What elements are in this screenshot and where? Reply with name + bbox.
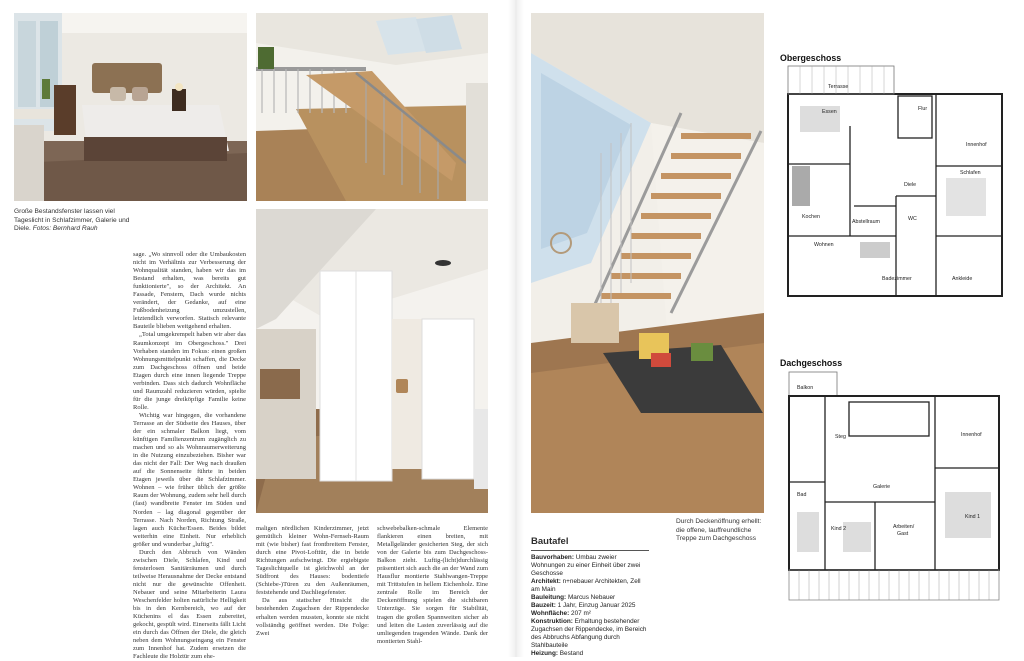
article-paragraph: Da aus statischer Hinsicht die bestehenden Zugachsen der Rippendecke erhalten werden mussten, konnte sie nicht vollständig geöffnet werden. Die Folge: Zwei <box>256 597 369 637</box>
label-bad: Bad <box>797 492 807 498</box>
bautafel-box <box>531 536 649 658</box>
article-column-3 <box>377 525 488 649</box>
label-terrasse: Terrasse <box>828 84 849 90</box>
gallery-photo <box>256 13 488 201</box>
bedroom-caption-text: Große Bestandsfenster lassen viel Tageslicht in Schlafzimmer, Galerie und Diele. <box>14 208 130 233</box>
bautafel-row: Bauvorhaben: Umbau zweier Wohnungen zu einer Einheit über zwei Geschosse <box>531 554 641 577</box>
label-schlafen: Schlafen <box>960 170 981 176</box>
label-abstellraum: Abstellraum <box>852 219 880 225</box>
label-ankleide: Ankleide <box>952 276 973 282</box>
staircase-caption: Durch Deckenöffnung erhellt: die offene, lauffreundliche Treppe zum Dachgeschoss <box>676 518 762 543</box>
bedroom-caption <box>14 208 132 234</box>
label-flur: Flur <box>918 106 928 112</box>
bedroom-photo <box>14 13 247 201</box>
label-balkon: Balkon <box>797 385 814 391</box>
label-innenhof: Innenhof <box>966 142 987 148</box>
floor-plan-og <box>780 66 1004 298</box>
label-wohnen: Wohnen <box>814 242 834 248</box>
plan-title-og: Obergeschoss <box>780 53 842 63</box>
label-kochen: Kochen <box>802 214 820 220</box>
photo-credit: Fotos: Bernhard Rauh <box>32 225 98 233</box>
plan-title-dg: Dachgeschoss <box>780 358 843 368</box>
bautafel-title: Bautafel <box>531 536 649 551</box>
article-paragraph: maligen nördlichen Kinderzimmer, jetzt gemütlich kleiner Wohn-Fernseh-Raum mit (wie bisher) fast frontbreitem Fenster, durch eine Pivot-Lofttür, die in beide Richtungen aufschwingt. Die ergiebigste Tageslichtquelle ist gleichwohl an der Südfront des Hauses: bodentiefe (Schiebe-)Türen zu den Außenräumen, feststehende und Dachliegefenster. <box>256 525 369 597</box>
article-paragraph: „Total umgekrempelt haben wir aber das Raumkonzept im Obergeschoss." Drei Vorhaben standen im Fokus: einen großen Wohnungsmittelpunkt schaffen, die Decke zum Dachgeschoss öffnen und beide Etagen durch eine innen liegende Treppe verbinden. Dass sich dadurch Wohnfläche und Raumzahl reduzieren würden, spielte für die junge dreiköpfige Familie keine Rolle. <box>133 331 246 411</box>
label-arbeiten: Arbeiten/ <box>893 524 915 530</box>
bautafel-row: Architekt: n+nebauer Architekten, Zell am Main <box>531 578 641 593</box>
label-kind2: Kind 2 <box>831 526 847 532</box>
bautafel-row: Bauzeit: 1 Jahr, Einzug Januar 2025 <box>531 602 636 609</box>
article-paragraph: sage. „Wo sinnvoll oder die Umbaukosten nicht im Verhältnis zur Verbesserung der Wohnqualität standen, haben wir das im Bestand erhalten, was bereits gut funktionierte", so der Architekt. An Fassade, Fenstern, Dach wurde nichts verändert, der Gedanke, auf eine Fußbodenheizung umzustellen, letztendlich verworfen. Statisch relevante Bauteile blieben weitgehend erhalten. <box>133 251 246 331</box>
staircase-photo <box>531 13 764 513</box>
label-wc: WC <box>908 216 917 222</box>
label-essen: Essen <box>822 109 837 115</box>
article-paragraph: Durch den Abbruch von Wänden zwischen Diele, Schlafen, Kind und fensterlosen Sanitärräumen und durch teilweise Herausnahme der Decke entstand nicht nur die gewünschte Offenheit. Nebauer und seine Mitarbeiterin Laura Weschenfelder holten natürliche Helligkeit bis in den Kernbereich, wo auf der Küchenins el das Essen zubereitet, gekocht, gespült wird. Einerseits fällt Licht ein durch das Öffnen der Diele, die gleich neben dem Wohnungseingang ein Fenster zum Innenhof hat. Zudem ersetzen die Fachleute die Holztür zum ehe- <box>133 548 246 661</box>
bautafel-row: Bauleitung: Marcus Nebauer <box>531 594 616 601</box>
article-paragraph: Wichtig war hingegen, die vorhandene Terrasse an der Südseite des Hauses, über der ein schmaler Balkon liegt, vom künftigen Familienzentrum zugänglich zu machen und so als Wohnraumerweiterung in die Nutzung einzubeziehen. Bisher war das nicht der Fall: Der Weg nach draußen auf die Sonnenseite führte in beiden Etagen jeweils über die Schlafzimmer. Wohnen – wie früher üblich der größte Raum der Wohnung, zudem sehr hell durch (fast) wandbreite Fenster im Süden und Norden – lag diagonal gegenüber der Terrasse. Nach Norden, Richtung Straße, lagen auch Küche/Essen. Beides bildet weiterhin eine Einheit. Nur erheblich größer und wunderbar „luftig". <box>133 411 246 548</box>
article-column-2 <box>256 525 369 649</box>
article-column-1 <box>133 251 246 661</box>
label-gast: Gast <box>897 531 909 537</box>
bautafel-row: Wohnfläche: 207 m² <box>531 610 591 617</box>
floor-plan-dg <box>785 372 1007 604</box>
bautafel-row: Heizung: Bestand <box>531 650 584 657</box>
label-innenhof-dg: Innenhof <box>961 432 982 438</box>
label-galerie: Galerie <box>873 484 891 490</box>
label-kind1: Kind 1 <box>965 514 981 520</box>
page-gutter <box>508 0 524 657</box>
hallway-photo <box>256 209 488 513</box>
article-paragraph: schwebebalken-schmale Elemente flankieren einen breiten, mit Metallgeländer gesicherten Steg, der sich von der Galerie bis zum Dachgeschoss-Balkon zieht. Luftig-(licht)durchlässig präsentiert sich auch die an der Wand zum Hausflur montierte Stahlwangen-Treppe mit Trittstufen in hellem Eichenholz. Eine zentrale Rolle im Bereich der Deckenöffnung spielen die sichtbaren Unterzüge. Sie sorgen für Stabilität, tragen die großen Spannweiten sicher ab und leiten die Lasten zuverlässig auf die umliegenden tragenden Wände. Dank der montierten Stahl- <box>377 525 488 645</box>
bautafel-row: Konstruktion: Erhaltung bestehender Zugachsen der Rippendecke, im Bereich des Abbruchs Abfangung durch Stahlbauteile <box>531 618 647 649</box>
label-steg: Steg <box>835 434 846 440</box>
label-diele: Diele <box>904 182 917 188</box>
label-badezimmer: Badezimmer <box>882 276 912 282</box>
